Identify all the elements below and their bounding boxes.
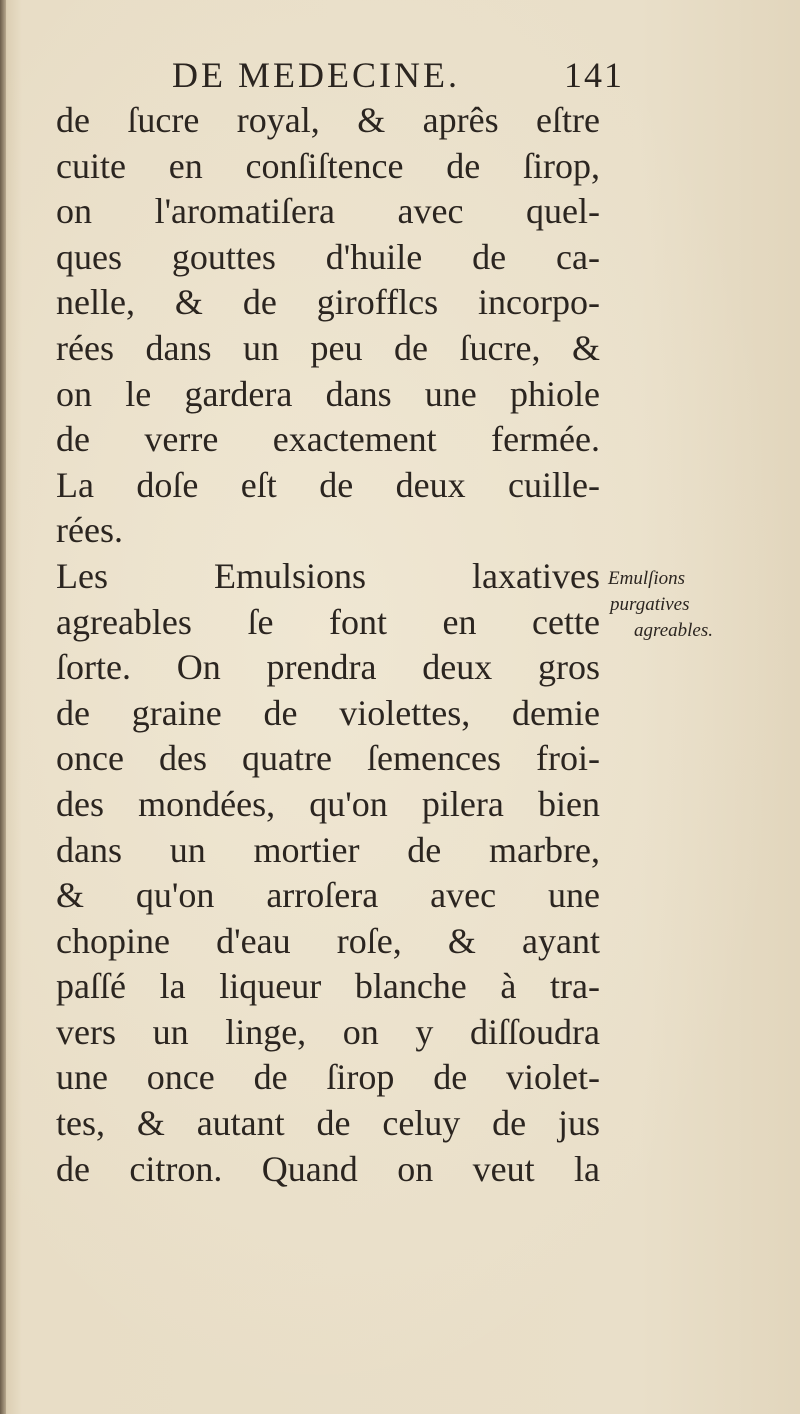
page-gutter-shadow [0, 0, 6, 1414]
text-line: de verre exactement fermée. [56, 419, 600, 460]
page-number: 141 [564, 55, 624, 95]
text-line: de citron. Quand on veut la [56, 1148, 600, 1189]
text-line: cuite en conſiſtence de ſirop, [56, 145, 600, 186]
text-line: nelle, & de girofflcs incorpo- [56, 282, 600, 323]
text-line: de graine de violettes, demie [56, 692, 600, 733]
text-line: rées dans un peu de ſucre, & [56, 327, 600, 368]
text-line: paſſé la liqueur blanche à tra- [56, 966, 600, 1007]
text-line: de ſucre royal, & aprês eſtre [56, 100, 600, 140]
text-line: une once de ſirop de violet- [56, 1057, 600, 1098]
margin-note-line: Emulſions [608, 568, 686, 589]
text-line: des mondées, qu'on pilera bien [56, 783, 600, 824]
margin-note-line: agreables. [634, 620, 713, 641]
text-line: ques gouttes d'huile de ca- [56, 236, 600, 277]
text-line-paragraph-start: Les Emulsions laxatives [56, 555, 600, 596]
page-header [172, 50, 632, 100]
text-line: on l'aromatiſera avec quel- [56, 191, 600, 232]
text-line: & qu'on arroſera avec une [56, 875, 600, 916]
body-text [56, 98, 600, 1192]
text-line-paragraph-end: rées. [56, 510, 123, 551]
text-line: vers un linge, on y diſſoudra [56, 1011, 600, 1052]
text-line: tes, & autant de celuy de jus [56, 1103, 600, 1144]
text-line: La doſe eſt de deux cuille- [56, 464, 600, 505]
margin-note [608, 566, 793, 644]
text-line: ſorte. On prendra deux gros [56, 647, 600, 688]
text-line: on le gardera dans une phiole [56, 373, 600, 414]
text-line: agreables ſe font en cette [56, 601, 600, 642]
margin-note-line: purgatives [610, 594, 690, 615]
running-head: DE MEDECINE. [172, 55, 460, 95]
text-line: once des quatre ſemences froi- [56, 738, 600, 779]
text-line: chopine d'eau roſe, & ayant [56, 920, 600, 961]
text-line: dans un mortier de marbre, [56, 829, 600, 870]
